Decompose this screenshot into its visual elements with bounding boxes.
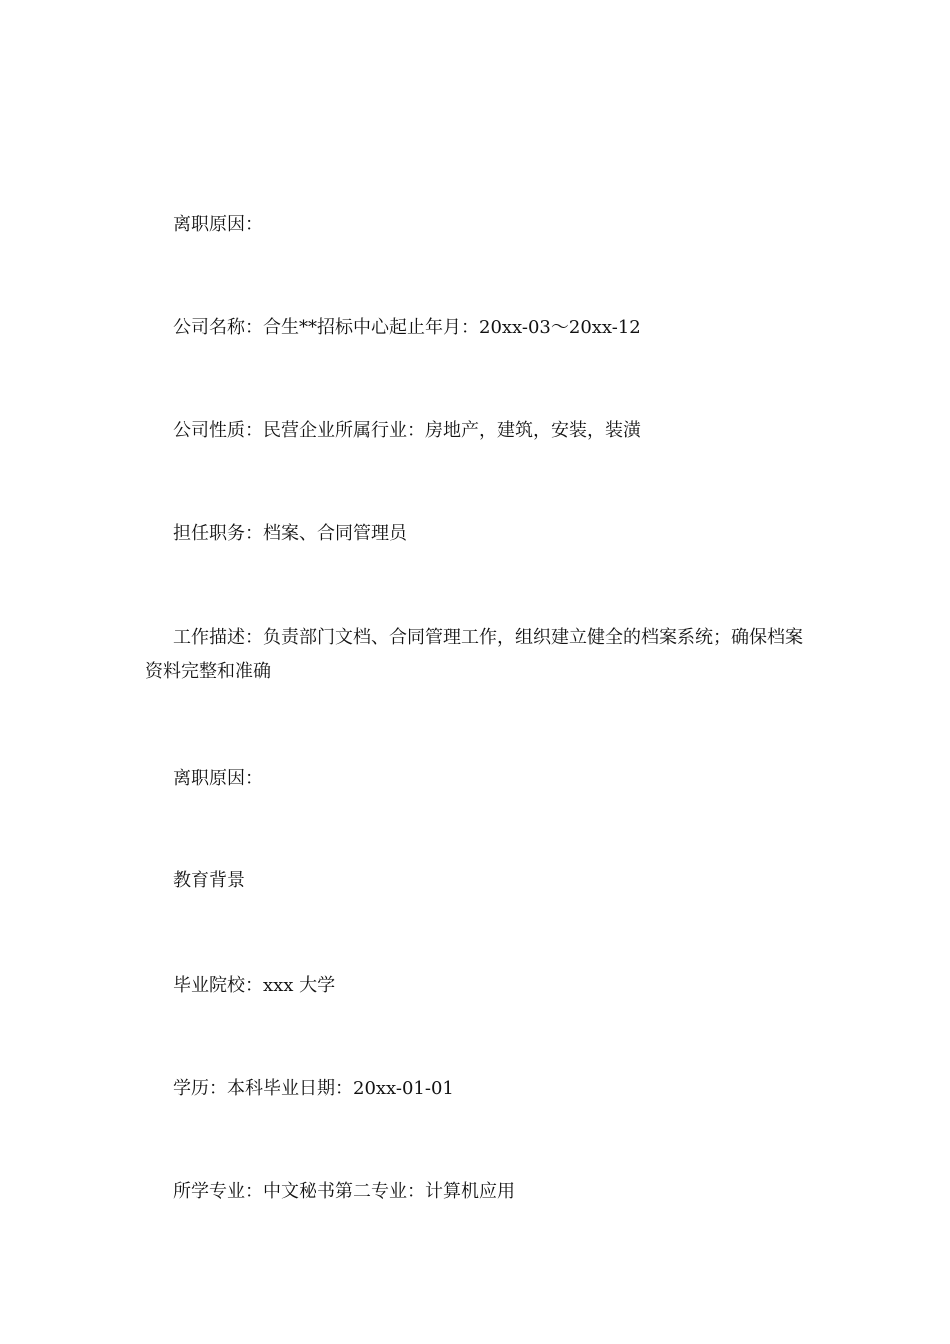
section-heading-education: 教育背景 [173, 870, 245, 891]
paragraph-company-type: 公司性质：民营企业所属行业：房地产，建筑，安装，装潢 [173, 420, 641, 441]
paragraph-degree: 学历：本科毕业日期：20xx-01-01 [173, 1078, 454, 1099]
paragraph-company-name: 公司名称：合生**招标中心起止年月：20xx-03～20xx-12 [173, 317, 641, 338]
paragraph-resignation-reason-1: 离职原因： [173, 214, 263, 235]
paragraph-major: 所学专业：中文秘书第二专业：计算机应用 [173, 1181, 515, 1202]
paragraph-school: 毕业院校：xxx 大学 [173, 975, 336, 996]
paragraph-position: 担任职务：档案、合同管理员 [173, 523, 407, 544]
paragraph-job-description: 工作描述：负责部门文档、合同管理工作，组织建立健全的档案系统；确保档案资料完整和准确 [145, 627, 803, 682]
paragraph-resignation-reason-2: 离职原因： [173, 768, 263, 789]
